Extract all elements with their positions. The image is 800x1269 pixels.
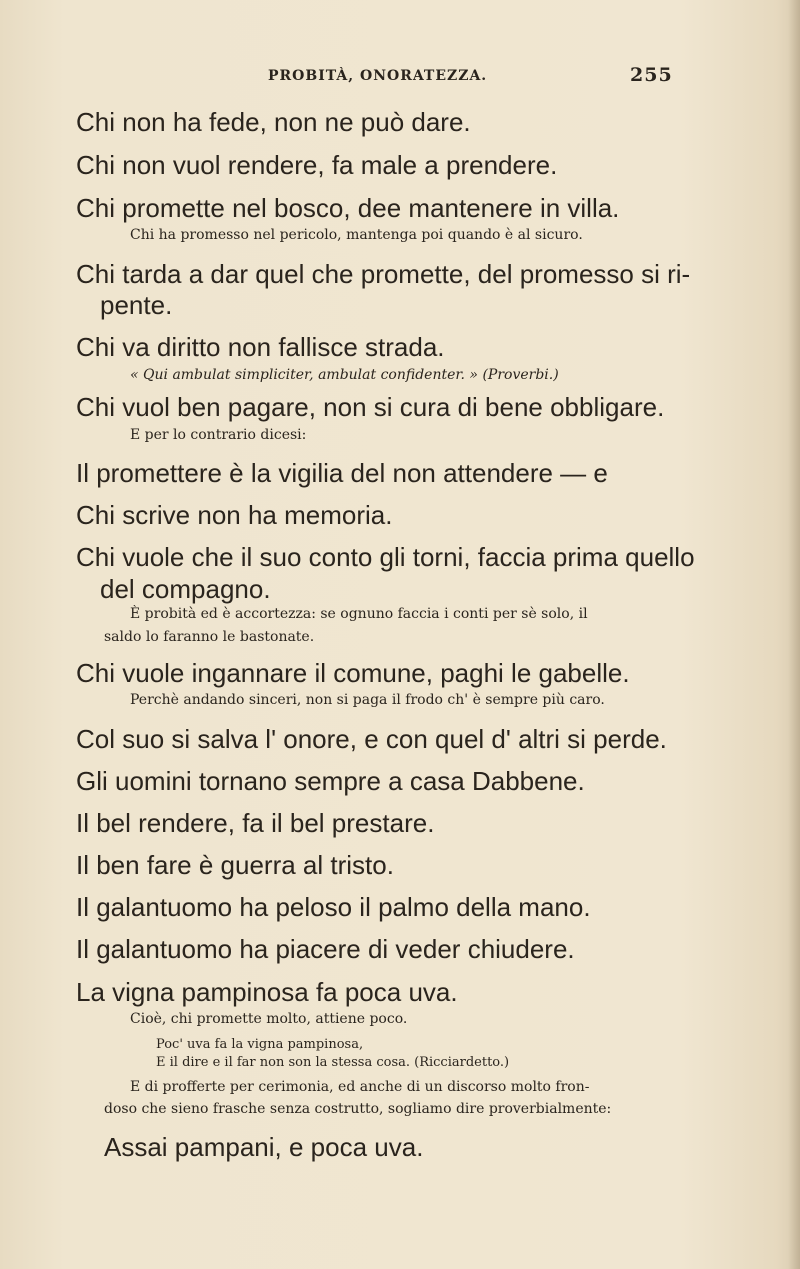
proverb-line: Chi non ha fede, non ne può dare.	[76, 107, 471, 137]
proverb-line: Il galantuomo ha peloso il palmo della mano.	[76, 892, 591, 922]
proverb-line: Il galantuomo ha piacere di veder chiudere.	[76, 934, 575, 964]
proverb-line: Chi scrive non ha memoria.	[76, 500, 393, 530]
verse-line: E il dire e il far non son la stessa cosa. (Ricciardetto.)	[156, 1055, 510, 1070]
proverb-line: Il ben fare è guerra al tristo.	[76, 850, 394, 880]
page-edge	[788, 0, 800, 1269]
commentary-line: doso che sieno frasche senza costrutto, sogliamo dire proverbialmente:	[104, 1101, 612, 1117]
proverb-line: La vigna pampinosa fa poca uva.	[76, 977, 458, 1007]
proverb-line: Chi vuol ben pagare, non si cura di bene obbligare.	[76, 392, 665, 422]
proverb-line: Assai pampani, e poca uva.	[104, 1132, 424, 1162]
proverb-line: Chi tarda a dar quel che promette, del promesso si ri-	[76, 259, 691, 289]
running-header	[268, 64, 800, 86]
verse-line: Poc' uva fa la vigna pampinosa,	[156, 1037, 364, 1052]
commentary-line	[130, 366, 559, 384]
proverb-line: del compagno.	[100, 574, 271, 604]
proverb-line: Il bel rendere, fa il bel prestare.	[76, 808, 435, 838]
running-title: PROBITÀ, ONORATEZZA.	[268, 68, 488, 84]
proverb-line: Chi va diritto non fallisce strada.	[76, 332, 445, 362]
commentary-line: Chi ha promesso nel pericolo, mantenga poi quando è al sicuro.	[130, 227, 583, 243]
proverb-line: Gli uomini tornano sempre a casa Dabbene.	[76, 766, 585, 796]
commentary-line: Cioè, chi promette molto, attiene poco.	[130, 1011, 408, 1027]
commentary-line: Perchè andando sinceri, non si paga il frodo ch' è sempre più caro.	[130, 692, 605, 708]
commentary-line: È probità ed è accortezza: se ognuno faccia i conti per sè solo, il	[130, 606, 588, 622]
proverb-line: Chi promette nel bosco, dee mantenere in villa.	[76, 193, 620, 223]
proverb-line: pente.	[100, 290, 173, 320]
page-number: 255	[630, 64, 673, 86]
proverb-line: Col suo si salva l' onore, e con quel d' altri si perde.	[76, 724, 667, 754]
proverb-line: Il promettere è la vigilia del non attendere — e	[76, 458, 608, 488]
proverb-line: Chi non vuol rendere, fa male a prendere.	[76, 150, 558, 180]
commentary-line: saldo lo faranno le bastonate.	[104, 629, 315, 645]
proverb-line: Chi vuole ingannare il comune, paghi le gabelle.	[76, 658, 630, 688]
proverb-line: Chi vuole che il suo conto gli torni, faccia prima quello	[76, 542, 695, 572]
commentary-line: E di profferte per cerimonia, ed anche di un discorso molto fron-	[130, 1079, 590, 1095]
commentary-line: E per lo contrario dicesi:	[130, 427, 307, 443]
latin-quote: « Qui ambulat simpliciter, ambulat confidenter. » (Proverbi.)	[130, 367, 559, 383]
